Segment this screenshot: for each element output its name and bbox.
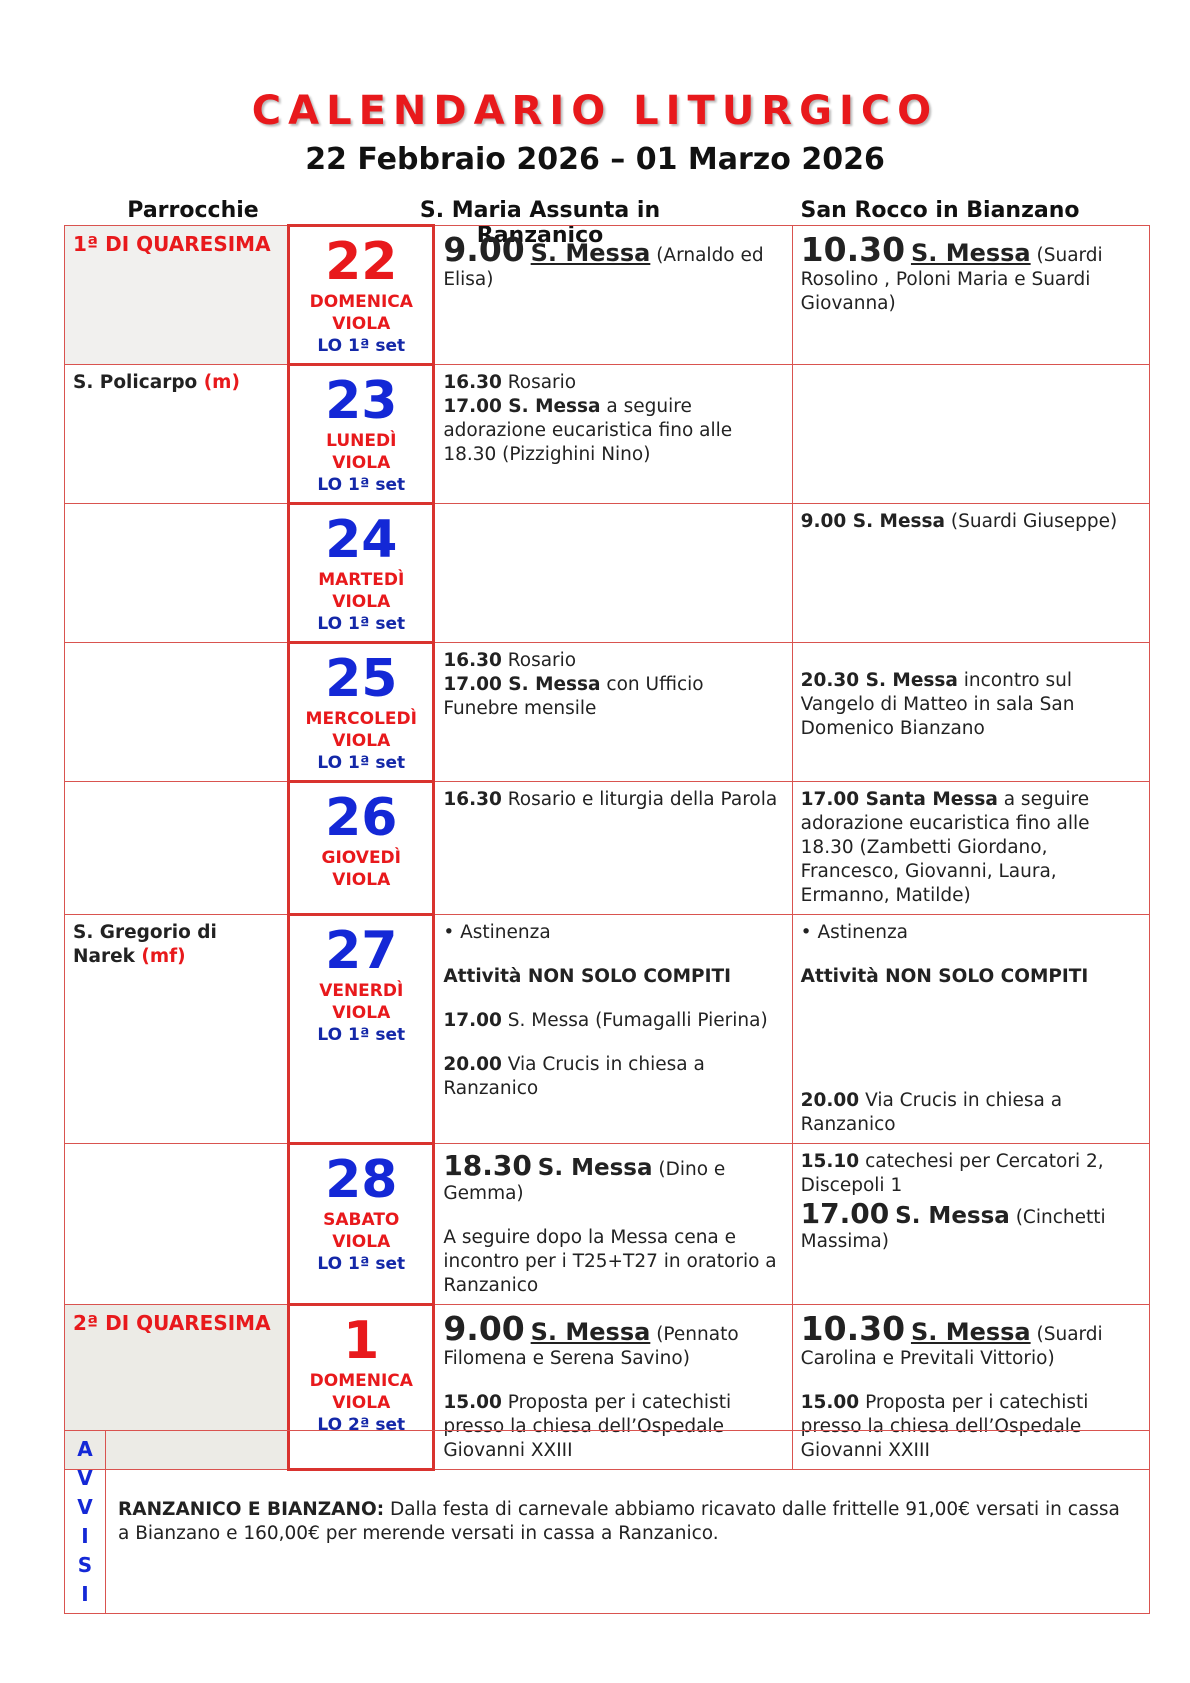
feast-label [65, 504, 289, 643]
cell-text: catechesi per Cercatori 2, Discepoli 1 [800, 1151, 1104, 1196]
cell-text: S. Messa [530, 1318, 651, 1346]
notice-body: Dalla festa di carnevale abbiamo ricavato dalle frittelle 91,00€ versati in cassa a Bianzano e 160,00€ per merende versati in cassa a Ranzanico. [118, 1499, 1120, 1544]
cell-text: 10.30 [800, 230, 906, 269]
liturgical-color: VIOLA [332, 870, 391, 890]
day-number: 27 [325, 921, 398, 981]
cell-line [801, 1069, 1141, 1089]
cell-line [801, 1198, 1141, 1254]
feast-label-text: S. Policarpo [73, 372, 204, 393]
cell-text: 15.10 [800, 1151, 860, 1172]
cell-text: Via Crucis in chiesa a Ranzanico [800, 1090, 1063, 1135]
day-box [289, 915, 434, 1144]
liturgy-week: LO 1ª set [317, 475, 406, 495]
bianzano-cell [792, 365, 1149, 504]
notices-box [64, 1430, 1150, 1614]
notices-vertical-label [65, 1431, 106, 1614]
cell-text: S. Messa [537, 1155, 653, 1181]
cell-line [443, 1033, 783, 1053]
feast-label-text: (mf) [141, 946, 186, 967]
cell-text: • Astinenza [443, 922, 551, 943]
cell-text: Rosario [501, 650, 577, 671]
cell-text: (Dino e Gemma) [443, 1159, 726, 1204]
cell-text: 16.30 [443, 650, 502, 671]
cell-text: 20.30 S. Messa [800, 670, 958, 691]
cell-text: 10.30 [800, 1309, 906, 1348]
column-header-bianzano: San Rocco in Bianzano [800, 198, 1080, 223]
cell-text: 15.00 [443, 1392, 502, 1413]
date-range: 22 Febbraio 2026 – 01 Marzo 2026 [305, 142, 885, 177]
liturgy-week: LO 2ª set [317, 1415, 406, 1435]
bianzano-cell [792, 1144, 1149, 1305]
cell-text: 9.00 [443, 230, 525, 269]
cell-text: 16.30 [443, 789, 502, 810]
cell-text: S. Messa [530, 239, 651, 267]
feast-label [65, 782, 289, 915]
notice-heading: RANZANICO E BIANZANO: [118, 1499, 385, 1520]
liturgy-week: LO 1ª set [317, 753, 406, 773]
calendar-row [65, 643, 1150, 782]
cell-text: 9.00 S. Messa [800, 511, 945, 532]
notices-letter: S [77, 1553, 93, 1577]
liturgy-week: LO 1ª set [317, 1254, 406, 1274]
cell-text: 15.00 [800, 1392, 860, 1413]
cell-line [443, 921, 783, 945]
cell-text: 17.00 [800, 1197, 890, 1230]
cell-text: Rosario [501, 372, 577, 393]
cell-text: 17.00 [443, 1010, 502, 1031]
liturgy-week: LO 1ª set [317, 336, 406, 356]
cell-text: Proposta per i catechisti presso la chiesa dell’Ospedale Giovanni XXIII [800, 1392, 1089, 1461]
notice-text [106, 1431, 1150, 1614]
cell-line [443, 788, 783, 812]
liturgy-week: LO 1ª set [317, 1025, 406, 1045]
feast-label [65, 226, 289, 365]
cell-text: S. Messa (Fumagalli Pierina) [501, 1010, 768, 1031]
cell-line [443, 1150, 783, 1206]
day-box [289, 504, 434, 643]
cell-text: 20.00 [443, 1054, 502, 1075]
bianzano-cell [792, 504, 1149, 643]
weekday-name: VENERDÌ [319, 981, 404, 1001]
day-box [289, 1144, 434, 1305]
calendar-row [65, 782, 1150, 915]
ranzanico-cell [434, 915, 792, 1144]
cell-text: 17.00 S. Messa [443, 396, 601, 417]
cell-text: 17.00 S. Messa [443, 674, 601, 695]
weekday-name: DOMENICA [309, 1371, 413, 1391]
cell-line [801, 989, 1141, 1009]
liturgical-color: VIOLA [332, 453, 391, 473]
feast-label [65, 643, 289, 782]
cell-text: Attività NON SOLO COMPITI [443, 966, 731, 987]
cell-line [801, 1150, 1141, 1198]
ranzanico-cell [434, 1144, 792, 1305]
ranzanico-cell [434, 504, 792, 643]
day-number: 24 [325, 510, 398, 570]
cell-line [801, 1009, 1141, 1029]
liturgical-color: VIOLA [332, 1232, 391, 1252]
day-box [289, 365, 434, 504]
calendar-body [65, 226, 1150, 1470]
liturgical-color: VIOLA [332, 592, 391, 612]
cell-line [443, 649, 783, 673]
bianzano-cell [792, 782, 1149, 915]
liturgical-color: VIOLA [332, 1393, 391, 1413]
weekday-name: MERCOLEDÌ [305, 709, 417, 729]
cell-text: 18.30 [443, 1149, 532, 1182]
cell-text: 20.00 [800, 1090, 860, 1111]
calendar-row [65, 504, 1150, 643]
feast-label-text: 1ª DI QUARESIMA [73, 232, 271, 256]
cell-text: con Ufficio Funebre mensile [443, 674, 704, 719]
cell-text: S. Messa [910, 1318, 1031, 1346]
feast-label [65, 365, 289, 504]
cell-text: Attività NON SOLO COMPITI [800, 966, 1089, 987]
day-number: 22 [325, 232, 398, 292]
cell-line [801, 788, 1141, 908]
cell-line [443, 673, 783, 721]
feast-label-text: (m) [203, 372, 240, 393]
feast-label-text: 2ª DI QUARESIMA [73, 1311, 271, 1335]
cell-line [443, 371, 783, 395]
cell-text: (Pennato Filomena e Serena Savino) [443, 1324, 739, 1369]
cell-line [801, 1311, 1141, 1371]
cell-line [443, 989, 783, 1009]
cell-line [801, 921, 1141, 945]
cell-line [443, 1371, 783, 1391]
page-title: CALENDARIO LITURGICO [251, 88, 939, 134]
feast-label [65, 1144, 289, 1305]
notices-letter: I [81, 1582, 89, 1606]
cell-line [443, 232, 783, 292]
cell-text: 17.00 Santa Messa [800, 789, 998, 810]
cell-line [801, 1089, 1141, 1137]
cell-line [443, 1053, 783, 1101]
notices-row [65, 1431, 1150, 1614]
cell-line [801, 965, 1141, 989]
weekday-name: SABATO [323, 1210, 400, 1230]
cell-text: incontro sul Vangelo di Matteo in sala San Domenico Bianzano [800, 670, 1075, 739]
liturgical-color: VIOLA [332, 314, 391, 334]
day-number: 26 [325, 788, 398, 848]
cell-text: (Arnaldo ed Elisa) [443, 245, 764, 290]
weekday-name: DOMENICA [309, 292, 413, 312]
cell-text: 9.00 [443, 1309, 525, 1348]
cell-line [801, 1371, 1141, 1391]
ranzanico-cell [434, 365, 792, 504]
feast-label-text: S. Gregorio di Narek [73, 922, 217, 967]
cell-line [801, 1029, 1141, 1049]
ranzanico-cell [434, 782, 792, 915]
cell-text: 16.30 [443, 372, 502, 393]
weekday-name: MARTEDÌ [318, 570, 405, 590]
liturgy-week: LO 1ª set [317, 614, 406, 634]
calendar-row [65, 226, 1150, 365]
notices-letter: I [81, 1524, 89, 1548]
calendar-row [65, 1144, 1150, 1305]
cell-line [443, 1206, 783, 1226]
liturgical-color: VIOLA [332, 731, 391, 751]
cell-text: A seguire dopo la Messa cena e incontro per i T25+T27 in oratorio a Ranzanico [443, 1227, 777, 1296]
bianzano-cell [792, 915, 1149, 1144]
day-number: 23 [325, 371, 398, 431]
cell-text: Via Crucis in chiesa a Ranzanico [443, 1054, 705, 1099]
cell-line [443, 1226, 783, 1298]
calendar-row [65, 365, 1150, 504]
liturgical-color: VIOLA [332, 1003, 391, 1023]
cell-line [801, 1049, 1141, 1069]
cell-text: (Cinchetti Massima) [800, 1207, 1106, 1252]
cell-line [801, 232, 1141, 316]
cell-line [801, 669, 1141, 741]
cell-line [443, 945, 783, 965]
cell-text: (Suardi Rosolino , Poloni Maria e Suardi Giovanna) [800, 245, 1103, 314]
bianzano-cell [792, 643, 1149, 782]
ranzanico-cell [434, 226, 792, 365]
cell-line [801, 945, 1141, 965]
cell-text: a seguire adorazione eucaristica fino alle 18.30 (Pizzighini Nino) [443, 396, 733, 465]
cell-line [443, 965, 783, 989]
day-box [289, 226, 434, 365]
cell-line [801, 510, 1141, 534]
day-number: 25 [325, 649, 398, 709]
cell-line [443, 1311, 783, 1371]
cell-text: Rosario e liturgia della Parola [501, 789, 778, 810]
cell-text: (Suardi Carolina e Previtali Vittorio) [800, 1324, 1103, 1369]
weekday-name: LUNEDÌ [326, 431, 397, 451]
cell-text: S. Messa [895, 1203, 1010, 1229]
cell-line [801, 649, 1141, 669]
day-box [289, 643, 434, 782]
ranzanico-cell [434, 643, 792, 782]
calendar-row [65, 915, 1150, 1144]
day-number: 1 [343, 1311, 380, 1371]
cell-text: a seguire adorazione eucaristica fino alle 18.30 (Zambetti Giordano, Francesco, Giovanni, Laura, Ermanno, Matilde) [800, 789, 1090, 906]
cell-text: • Astinenza [800, 922, 909, 943]
cell-text: (Suardi Giuseppe) [945, 511, 1118, 532]
cell-text: S. Messa [910, 239, 1031, 267]
cell-line [443, 395, 783, 467]
notices-letter: V [77, 1495, 93, 1519]
feast-label [65, 915, 289, 1144]
calendar-table [64, 224, 1150, 1471]
cell-text: Proposta per i catechisti presso la chiesa dell’Ospedale Giovanni XXIII [443, 1392, 732, 1461]
notices-letter: A [77, 1437, 93, 1461]
bianzano-cell [792, 226, 1149, 365]
column-header-parishes: Parrocchie [127, 198, 259, 223]
cell-line [443, 1009, 783, 1033]
notices-letter: V [77, 1466, 93, 1490]
column-header-ranzanico: S. Maria Assunta in Ranzanico [419, 198, 661, 248]
day-number: 28 [325, 1150, 398, 1210]
day-box [289, 782, 434, 915]
weekday-name: GIOVEDÌ [321, 848, 401, 868]
